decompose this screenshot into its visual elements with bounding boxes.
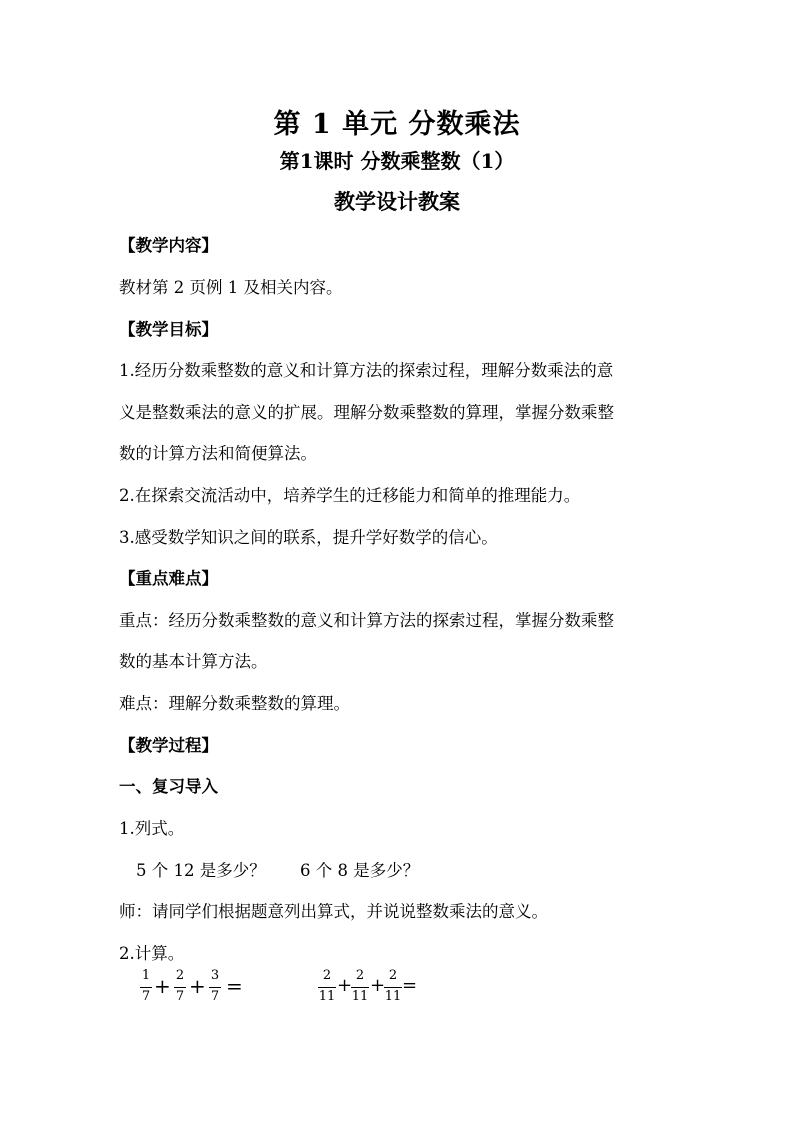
fraction-denominator: 11 — [318, 989, 336, 1004]
fraction-denominator: 7 — [175, 989, 185, 1004]
fraction-numerator: 2 — [388, 968, 398, 983]
fraction-bar — [351, 987, 369, 988]
fraction-bar — [140, 987, 152, 988]
unit-title: 第 1 单元 分数乘法 — [273, 109, 521, 140]
equals-operator: = — [402, 975, 418, 996]
content-text: 教材第 2 页例 1 及相关内容。 — [119, 278, 343, 297]
fraction-numerator: 2 — [355, 968, 365, 983]
question-1: 5 个 12 是多少？ — [136, 861, 266, 880]
fraction-numerator: 2 — [175, 968, 185, 983]
key-points-heading: 【重点难点】 — [119, 569, 218, 588]
fraction-denominator: 11 — [351, 989, 369, 1004]
fraction-expression-2 — [318, 968, 438, 1010]
fraction-expression-1 — [136, 968, 256, 1010]
plus-operator: + — [189, 974, 206, 998]
key-point-line-2: 数的基本计算方法。 — [119, 652, 268, 671]
document-type-heading: 教学设计教案 — [334, 189, 460, 214]
goal-3: 3.感受数学知识之间的联系，提升学好数学的信心。 — [119, 528, 498, 547]
fraction-bar — [209, 987, 221, 988]
item-2-label: 2.计算。 — [119, 944, 185, 963]
review-section-heading: 一、复习导入 — [119, 777, 218, 796]
question-2: 6 个 8 是多少？ — [300, 861, 420, 880]
difficulty-text: 难点：理解分数乘整数的算理。 — [119, 694, 350, 713]
fraction-denominator: 7 — [141, 989, 151, 1004]
item-1-label: 1.列式。 — [119, 819, 185, 838]
fraction-bar — [384, 987, 402, 988]
fraction-numerator: 1 — [141, 968, 151, 983]
plus-operator: + — [370, 975, 386, 996]
goals-heading: 【教学目标】 — [119, 320, 218, 339]
equals-operator: = — [226, 974, 243, 998]
fraction-numerator: 2 — [322, 968, 332, 983]
goal-1-line-2: 义是整数乘法的意义的扩展。理解分数乘整数的算理，掌握分数乘整 — [119, 403, 614, 422]
goal-1-line-1: 1.经历分数乘整数的意义和计算方法的探索过程，理解分数乘法的意 — [119, 361, 614, 380]
process-heading: 【教学过程】 — [119, 736, 218, 755]
lesson-subtitle: 第1课时 分数乘整数（1） — [279, 149, 515, 173]
goal-1-line-3: 数的计算方法和简便算法。 — [119, 444, 317, 463]
fraction-bar — [174, 987, 186, 988]
plus-operator: + — [337, 975, 353, 996]
goal-2: 2.在探索交流活动中，培养学生的迁移能力和简单的推理能力。 — [119, 486, 581, 505]
fraction-denominator: 7 — [210, 989, 220, 1004]
fraction-bar — [318, 987, 336, 988]
fraction-denominator: 11 — [384, 989, 402, 1004]
teacher-instruction: 师：请同学们根据题意列出算式，并说说整数乘法的意义。 — [119, 902, 548, 921]
fraction-numerator: 3 — [210, 968, 220, 983]
key-point-line-1: 重点：经历分数乘整数的意义和计算方法的探索过程，掌握分数乘整 — [119, 611, 614, 630]
content-heading: 【教学内容】 — [119, 236, 218, 255]
plus-operator: + — [154, 974, 171, 998]
